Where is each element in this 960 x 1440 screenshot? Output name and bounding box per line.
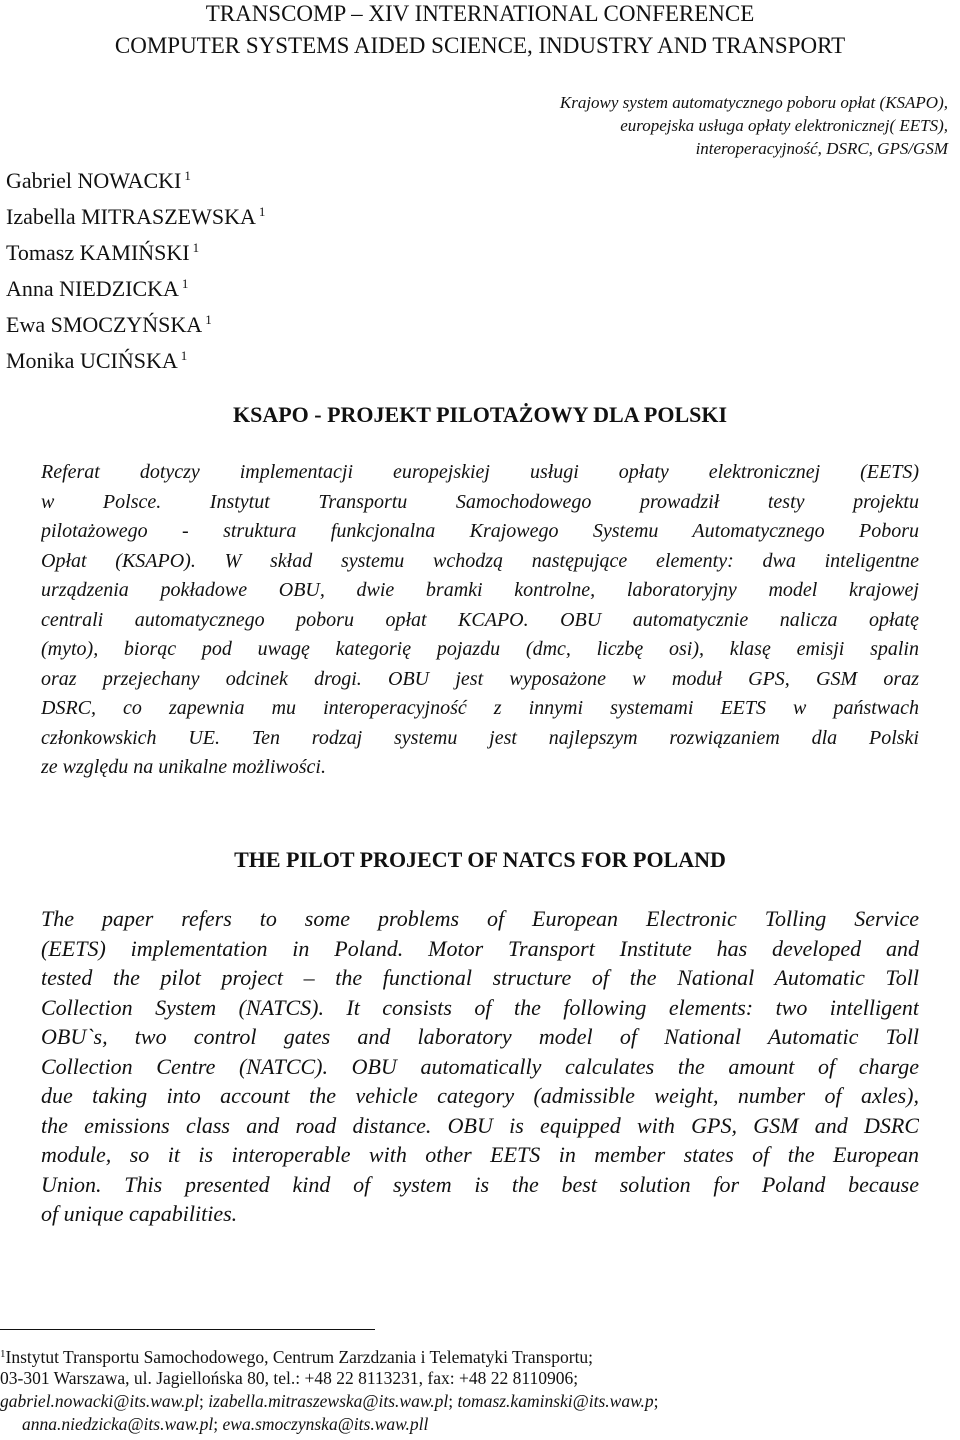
author-name: Anna NIEDZICKA — [6, 276, 179, 301]
author-affiliation-mark: 1 — [180, 348, 188, 363]
abstract-line: Opłat (KSAPO). W skład systemu wchodzą następujące elementy: dwa inteligentne — [41, 549, 919, 572]
abstract-line: module, so it is interoperable with other EETS in member states of the European — [41, 1142, 919, 1167]
keywords-line: europejska usługa opłaty elektronicznej( EETS), — [620, 116, 948, 135]
abstract-english — [41, 904, 919, 1229]
author — [6, 340, 265, 376]
abstract-line: oraz przejechany odcinek drogi. OBU jest wyposażone w moduł GPS, GSM oraz — [41, 667, 919, 690]
abstract-line: due taking into account the vehicle category (admissible weight, number of axles), — [41, 1083, 919, 1108]
author-list — [6, 160, 265, 376]
email-link[interactable]: izabella.mitraszewska@its.waw.pl — [208, 1391, 449, 1411]
author — [6, 160, 265, 196]
abstract-line: tested the pilot project – the functional structure of the National Automatic Toll — [41, 965, 919, 990]
author-name: Tomasz KAMIŃSKI — [6, 240, 190, 265]
author-affiliation-mark: 1 — [192, 240, 200, 255]
abstract-line: the emissions class and road distance. OBU is equipped with GPS, GSM and DSRC — [41, 1112, 919, 1138]
abstract-line: w Polsce. Instytut Transportu Samochodowego prowadził testy projektu — [41, 490, 919, 513]
affiliation-text: Instytut Transportu Samochodowego, Centrum Zarzdzania i Telematyki Transportu; — [5, 1347, 594, 1367]
abstract-line: centrali automatycznego poboru opłat KCAPO. OBU automatycznie nalicza opłatę — [41, 608, 919, 631]
paper-title-polish: KSAPO - PROJEKT PILOTAŻOWY DLA POLSKI — [232, 402, 728, 427]
email-link[interactable]: tomasz.kaminski@its.waw.p — [457, 1391, 654, 1411]
author — [6, 232, 265, 268]
abstract-line: DSRC, co zapewnia mu interoperacyjność z innymi systemami EETS w państwach — [41, 697, 919, 719]
conference-title-line2: COMPUTER SYSTEMS AIDED SCIENCE, INDUSTRY AND TRANSPORT — [114, 33, 846, 58]
abstract-line: urządzenia pokładowe OBU, dwie bramki kontrolne, laboratoryjny model krajowej — [41, 579, 919, 601]
footnote-emails-line: anna.niedzicka@its.waw.pl; ewa.smoczynska@its.waw.pll — [22, 1414, 429, 1434]
footnote-address: 03-301 Warszawa, ul. Jagiellońska 80, tel.: +48 22 8113231, fax: +48 22 8110906; — [0, 1368, 579, 1388]
footnote-rule — [0, 1329, 375, 1330]
abstract-line: członkowskich UE. Ten rodzaj systemu jest najlepszym rozwiązaniem dla Polski — [41, 726, 919, 749]
abstract-line: Referat dotyczy implementacji europejskiej usługi opłaty elektronicznej (EETS) — [41, 461, 919, 483]
author-affiliation-mark: 1 — [205, 312, 212, 327]
author-name: Ewa SMOCZYŃSKA — [6, 312, 203, 337]
paper-title-english: THE PILOT PROJECT OF NATCS FOR POLAND — [234, 847, 726, 872]
footnote-emails-line: gabriel.nowacki@its.waw.pl; izabella.mitraszewska@its.waw.pl; tomasz.kaminski@its.waw.p; — [0, 1391, 659, 1411]
abstract-line: (myto), biorąc pod uwagę kategorię pojazdu (dmc, liczbę osi), klasę emisji spalin — [41, 638, 919, 660]
author-name: Gabriel NOWACKI — [6, 168, 182, 193]
author-affiliation-mark: 1 — [184, 168, 191, 183]
author — [6, 268, 265, 304]
author-name: Monika UCIŃSKA — [6, 348, 178, 373]
email-link[interactable]: gabriel.nowacki@its.waw.pl — [0, 1391, 200, 1411]
email-link[interactable]: ewa.smoczynska@its.waw.pll — [222, 1414, 429, 1434]
abstract-line: Union. This presented kind of system is the best solution for Poland because — [41, 1171, 919, 1197]
abstract-line: (EETS) implementation in Poland. Motor Transport Institute has developed and — [41, 935, 919, 961]
abstract-line: pilotażowego - struktura funkcjonalna Krajowego Systemu Automatycznego Poboru — [41, 520, 919, 542]
abstract-line: Collection Centre (NATCC). OBU automatically calculates the amount of charge — [41, 1053, 919, 1079]
author-affiliation-mark: 1 — [181, 276, 189, 291]
abstract-polish — [41, 458, 919, 783]
author — [6, 196, 265, 232]
abstract-line: The paper refers to some problems of European Electronic Tolling Service — [41, 906, 919, 931]
footnote-affiliation — [0, 1343, 593, 1368]
keywords-line: interoperacyjność, DSRC, GPS/GSM — [695, 139, 948, 158]
conference-title-line1: TRANSCOMP – XIV INTERNATIONAL CONFERENCE — [205, 1, 755, 26]
abstract-line: of unique capabilities. — [41, 1201, 238, 1226]
author-affiliation-mark: 1 — [258, 204, 266, 219]
footnote-mark: 1 — [0, 1348, 6, 1360]
abstract-line: Collection System (NATCS). It consists of the following elements: two intelligent — [41, 994, 919, 1020]
email-separator: ; — [653, 1391, 659, 1411]
author — [6, 304, 265, 340]
abstract-line: ze względu na unikalne możliwości. — [41, 756, 326, 778]
keywords-line: Krajowy system automatycznego poboru opłat (KSAPO), — [559, 93, 948, 112]
author-name: Izabella MITRASZEWSKA — [6, 204, 256, 229]
email-link[interactable]: anna.niedzicka@its.waw.pl — [22, 1414, 214, 1434]
abstract-line: OBU`s, two control gates and laboratory model of National Automatic Toll — [41, 1024, 919, 1049]
